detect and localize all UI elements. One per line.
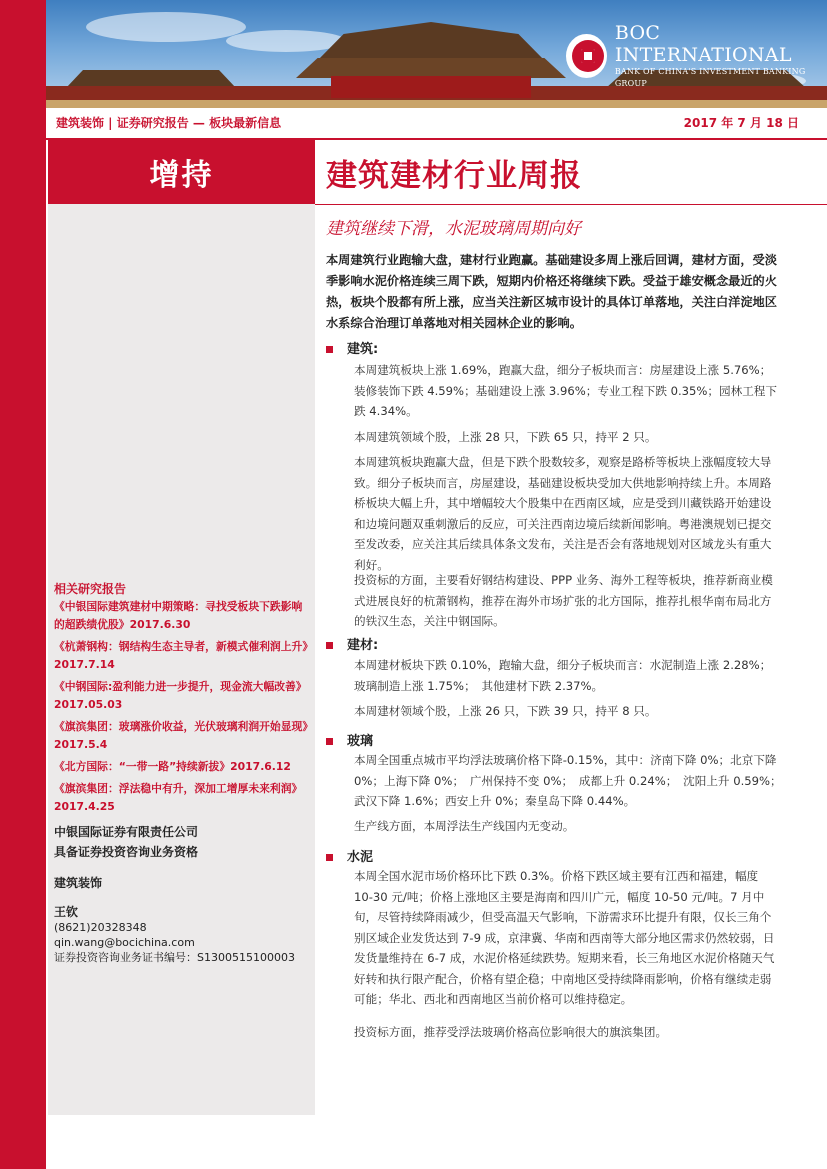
related-reports-list — [54, 598, 312, 820]
company-qualification: 具备证券投资咨询业务资格 — [54, 845, 199, 859]
paragraph: 本周全国水泥市场价格环比下跌 0.3%。价格下跌区域主要有江西和福建，幅度 10-30 元/吨；价格上涨地区主要是海南和四川广元，幅度 10-50 元/吨。7 月中旬，尽管持续降雨减少，但受高温天气影响，下游需求环比提升有限，仅长三角个别区域企业发货达到 7-9 成，京津冀、华南和西南等大部分地区需求仍然较弱，日发货量维持在 6-7 成，水泥价格延续跌势。短期来看，长三角地区水泥价格随天气好转和执行限产配合，价格有望企稳；中南地区受持续降雨影响，价格有继续走弱可能；华北、西北和西南地区当前价格可以维持稳定。 — [354, 869, 775, 1006]
related-report-link[interactable]: 《北方国际：“一带一路”持续新拔》2017.6.12 — [54, 760, 291, 773]
header-banner-image — [46, 0, 827, 108]
company-info — [54, 822, 198, 862]
company-name: 中银国际证券有限责任公司 — [54, 825, 199, 839]
analyst-phone: (8621)20328348 — [54, 921, 147, 934]
section-heading-cement: 水泥 — [326, 846, 373, 865]
related-report-link[interactable]: 《中银国际建筑建材中期策略：寻找受板块下跌影响的超跌绩优股》2017.6.30 — [54, 600, 303, 631]
paragraph: 本周建筑板块跑赢大盘，但是下跌个股数较多，观察是路桥等板块上涨幅度较大导致。细分子板块而言，房屋建设，基础建设板块受加大供地影响持续上升。本周路桥板块大幅上升，其中增幅较大个股集中在西南区域，应是受到川藏铁路开始建设和边境问题双重刺激后的反应，可关注西南边境后续新闻影响。粤港澳规划已提交至发改委，应关注其后续具体条文发布，关注是否会有落地规划对区域龙头有重大利好。 — [354, 455, 772, 572]
paragraph: 投资标方面，推荐受浮法玻璃价格高位影响很大的旗滨集团。 — [354, 1025, 668, 1039]
paragraph: 本周建材领域个股，上涨 26 只，下跌 39 只，持平 8 只。 — [354, 704, 657, 718]
boc-logo-icon — [566, 34, 607, 78]
breadcrumb: 建筑装饰 | 证券研究报告 — 板块最新信息 — [56, 116, 282, 130]
paragraph: 本周建筑领域个股，上涨 28 只，下跌 65 只，持平 2 只。 — [354, 430, 657, 444]
report-title: 建筑建材行业周报 — [326, 158, 582, 194]
report-info-bar — [46, 108, 827, 140]
square-bullet-icon — [326, 642, 333, 649]
brand-tagline: BANK OF CHINA'S INVESTMENT BANKING GROUP — [614, 67, 806, 88]
related-reports-heading: 相关研究报告 — [54, 582, 127, 596]
related-report-link[interactable]: 《旗滨集团：玻璃涨价收益，光伏玻璃利润开始显现》2017.5.4 — [54, 720, 308, 751]
paragraph: 本周全国重点城市平均浮法玻璃价格下降-0.15%，其中：济南下降 0%；北京下降 0%；上海下降 0%； 广州保持不变 0%； 成都上升 0.24%； 沈阳上升 0.59%； 武汉下降 1.6%；西安上升 0%；秦皇岛下降 0.44%。 — [354, 753, 788, 808]
rating-badge: 增持 — [48, 140, 315, 204]
square-bullet-icon — [326, 854, 333, 861]
analyst-email[interactable]: qin.wang@bocichina.com — [54, 936, 195, 949]
paragraph: 生产线方面，本周浮法生产线国内无变动。 — [354, 819, 575, 833]
title-divider — [315, 204, 827, 205]
analyst-certificate: 证券投资咨询业务证书编号：S1300515100003 — [54, 951, 295, 964]
paragraph: 本周建筑板块上涨 1.69%，跑赢大盘，细分子板块而言：房屋建设上涨 5.76%；装修装饰下跌 4.59%；基础建设上涨 3.96%；专业工程下跌 0.35%；园林工程下跌 4.34%。 — [354, 363, 777, 418]
related-report-link[interactable]: 《杭萧钢构：钢结构生态主导者，新模式催利润上升》2017.7.14 — [54, 640, 308, 671]
report-date: 2017 年 7 月 18 日 — [683, 116, 799, 130]
analyst-name: 王钦 — [54, 905, 79, 919]
related-report-link[interactable]: 《旗滨集团：浮法稳中有升，深加工增厚未来利润》2017.4.25 — [54, 782, 303, 813]
paragraph: 本周建材板块下跌 0.10%，跑输大盘，细分子板块而言：水泥制造上涨 2.28%； 玻璃制造上涨 1.75%； 其他建材下跌 2.37%。 — [354, 658, 778, 693]
section-heading-glass: 玻璃 — [326, 730, 373, 749]
report-summary: 本周建筑行业跑输大盘，建材行业跑赢。基础建设多周上涨后回调，建材方面，受淡季影响水泥价格连续三周下跌，短期内价格还将继续下跌。受益于雄安概念最近的火热，板块个股都有所上涨，应当关注新区城市设计的具体订单落地，关注白洋淀地区水系综合治理订单落地对相关园林企业的影响。 — [326, 253, 777, 330]
related-report-link[interactable]: 《中钢国际:盈利能力进一步提升，现金流大幅改善》2017.05.03 — [54, 680, 307, 711]
analyst-info — [54, 876, 295, 965]
square-bullet-icon — [326, 346, 333, 353]
section-heading-construction: 建筑: — [326, 338, 378, 357]
brand-name: BOC INTERNATIONAL — [614, 22, 792, 66]
paragraph: 投资标的方面，主要看好钢结构建设、PPP 业务、海外工程等板块，推荐新商业模式进展良好的杭萧钢构，推荐在海外市场扩张的北方国际，推荐扎根华南布局北方的铁汉生态，关注中钢国际。 — [354, 573, 773, 628]
analyst-department: 建筑装饰 — [54, 876, 103, 890]
left-red-stripe — [0, 0, 46, 1169]
report-subtitle: 建筑继续下滑，水泥玻璃周期向好 — [326, 219, 581, 239]
section-heading-building-materials: 建材: — [326, 634, 378, 653]
boc-logo — [566, 22, 827, 90]
square-bullet-icon — [326, 738, 333, 745]
